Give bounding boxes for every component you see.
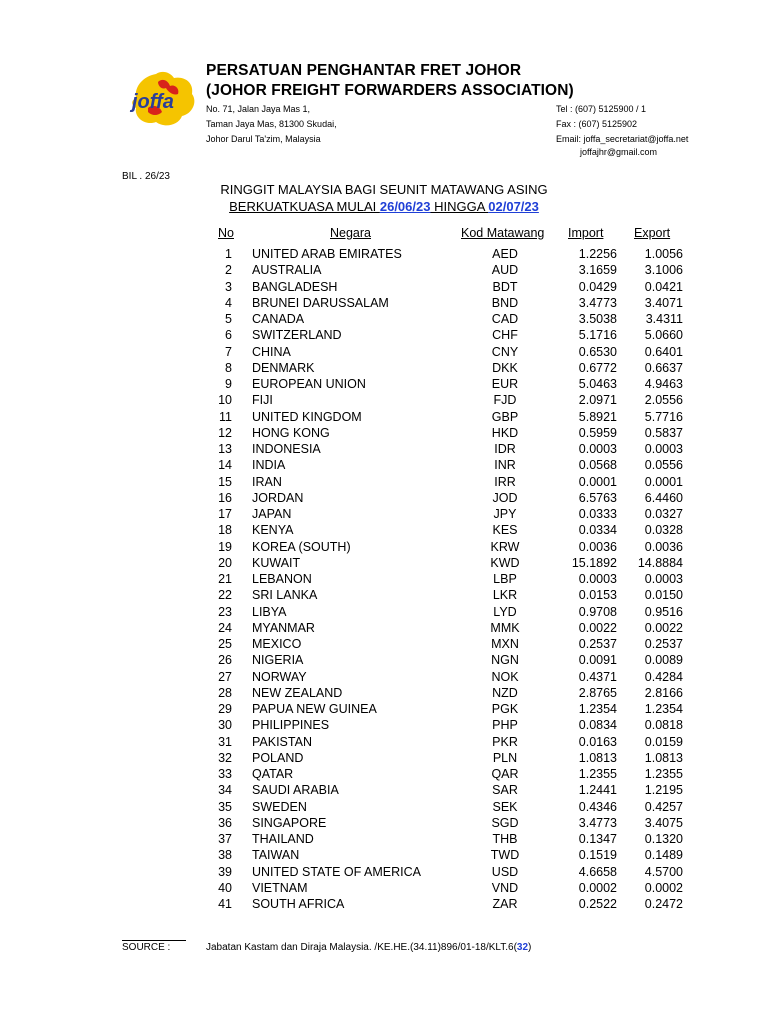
row-number: 7 bbox=[225, 344, 232, 359]
import-rate: 2.0971 bbox=[578, 393, 617, 408]
table-row bbox=[0, 263, 768, 279]
row-number: 19 bbox=[218, 539, 232, 554]
country-name: LIBYA bbox=[252, 604, 287, 619]
currency-code: USD bbox=[491, 864, 519, 879]
table-row bbox=[0, 718, 768, 734]
table-row bbox=[0, 393, 768, 409]
table-row bbox=[0, 686, 768, 702]
export-rate: 0.0002 bbox=[644, 880, 683, 895]
table-row bbox=[0, 556, 768, 572]
email-address-2: joffajhr@gmail.com bbox=[580, 147, 657, 157]
export-rate: 4.9463 bbox=[644, 377, 683, 391]
currency-code: KWD bbox=[490, 555, 520, 570]
table-row bbox=[0, 605, 768, 621]
import-rate: 0.1519 bbox=[578, 848, 617, 863]
country-name: UNITED ARAB EMIRATES bbox=[252, 247, 402, 261]
table-row bbox=[0, 865, 768, 881]
country-name: CANADA bbox=[252, 312, 305, 326]
currency-code: LBP bbox=[493, 572, 517, 586]
table-row bbox=[0, 653, 768, 669]
import-rate: 2.8765 bbox=[578, 685, 617, 700]
row-number: 25 bbox=[218, 637, 232, 651]
currency-code: FJD bbox=[493, 393, 517, 408]
currency-code: AUD bbox=[491, 263, 519, 278]
country-name: EUROPEAN UNION bbox=[252, 377, 366, 391]
row-number: 41 bbox=[218, 897, 232, 911]
currency-code: THB bbox=[492, 832, 518, 846]
row-number: 17 bbox=[218, 507, 232, 521]
country-name: KENYA bbox=[252, 523, 294, 538]
date-to: 02/07/23 bbox=[488, 199, 539, 214]
currency-code: PLN bbox=[492, 750, 518, 765]
table-row bbox=[0, 897, 768, 913]
row-number: 35 bbox=[218, 799, 232, 814]
table-row bbox=[0, 767, 768, 783]
row-number: 1 bbox=[225, 247, 232, 261]
currency-code: NZD bbox=[492, 685, 518, 700]
table-row bbox=[0, 507, 768, 523]
column-header-import: Import bbox=[568, 226, 604, 240]
country-name: POLAND bbox=[252, 750, 304, 765]
phone-number: Tel : (607) 5125900 / 1 bbox=[556, 104, 647, 114]
row-number: 16 bbox=[218, 490, 232, 505]
row-number: 26 bbox=[218, 653, 232, 668]
table-row bbox=[0, 783, 768, 799]
currency-code: VND bbox=[491, 880, 519, 895]
svg-text:joffa: joffa bbox=[132, 91, 174, 113]
currency-code: EUR bbox=[491, 377, 519, 391]
export-rate: 0.0421 bbox=[644, 279, 683, 294]
import-rate: 6.5763 bbox=[578, 490, 617, 505]
currency-code: SEK bbox=[492, 799, 518, 814]
table-row bbox=[0, 637, 768, 653]
export-rate: 0.9516 bbox=[644, 604, 683, 619]
address-line-1: No. 71, Jalan Jaya Mas 1, bbox=[206, 104, 311, 114]
export-rate: 0.5837 bbox=[644, 425, 683, 440]
effective-mid: HINGGA bbox=[430, 199, 489, 214]
export-rate: 1.2195 bbox=[644, 783, 683, 798]
currency-code: MXN bbox=[491, 637, 519, 651]
table-row bbox=[0, 247, 768, 263]
row-number: 20 bbox=[218, 555, 232, 570]
import-rate: 0.4346 bbox=[578, 799, 617, 814]
currency-code: IDR bbox=[494, 442, 516, 456]
country-name: SWITZERLAND bbox=[252, 328, 342, 343]
table-row bbox=[0, 426, 768, 442]
export-rate: 0.4257 bbox=[644, 799, 683, 814]
country-name: QATAR bbox=[252, 767, 294, 781]
currency-code: LYD bbox=[493, 604, 517, 619]
effective-prefix: BERKUATKUASA MULAI bbox=[229, 199, 380, 214]
country-name: INDIA bbox=[252, 458, 286, 473]
country-name: JAPAN bbox=[252, 507, 292, 521]
export-rate: 0.0089 bbox=[644, 653, 683, 668]
table-row bbox=[0, 280, 768, 296]
import-rate: 15.1892 bbox=[571, 555, 617, 570]
export-rate: 0.0556 bbox=[644, 458, 683, 473]
import-rate: 0.2522 bbox=[578, 897, 617, 911]
row-number: 36 bbox=[218, 815, 232, 830]
country-name: INDONESIA bbox=[252, 442, 321, 456]
currency-code: AED bbox=[492, 247, 518, 261]
table-row bbox=[0, 458, 768, 474]
row-number: 23 bbox=[218, 604, 232, 619]
import-rate: 0.0163 bbox=[578, 734, 617, 749]
address-line-3: Johor Darul Ta'zim, Malaysia bbox=[206, 134, 321, 144]
table-row bbox=[0, 670, 768, 686]
table-row bbox=[0, 800, 768, 816]
row-number: 33 bbox=[218, 767, 232, 781]
export-rate: 5.7716 bbox=[644, 409, 683, 424]
export-rate: 0.0003 bbox=[644, 572, 683, 586]
document-title: RINGGIT MALAYSIA BAGI SEUNIT MATAWANG ASING bbox=[220, 182, 548, 197]
export-rate: 0.6401 bbox=[644, 344, 683, 359]
table-row bbox=[0, 572, 768, 588]
country-name: TAIWAN bbox=[252, 848, 300, 863]
export-rate: 0.0159 bbox=[644, 734, 683, 749]
export-rate: 3.4075 bbox=[644, 815, 683, 830]
country-name: IRAN bbox=[252, 474, 282, 489]
row-number: 31 bbox=[218, 734, 232, 749]
export-rate: 0.0327 bbox=[644, 507, 683, 521]
import-rate: 1.0813 bbox=[578, 750, 617, 765]
export-rate: 0.0036 bbox=[644, 539, 683, 554]
import-rate: 0.4371 bbox=[578, 669, 617, 684]
export-rate: 5.0660 bbox=[644, 328, 683, 343]
currency-code: JPY bbox=[493, 507, 517, 521]
currency-code: IRR bbox=[494, 474, 516, 489]
row-number: 13 bbox=[218, 442, 232, 456]
currency-code: LKR bbox=[492, 588, 518, 603]
country-name: MYANMAR bbox=[252, 620, 315, 635]
currency-code: GBP bbox=[491, 409, 519, 424]
country-name: KOREA (SOUTH) bbox=[252, 539, 351, 554]
country-name: PHILIPPINES bbox=[252, 718, 330, 733]
import-rate: 0.0334 bbox=[578, 523, 617, 538]
currency-code: BDT bbox=[492, 279, 518, 294]
table-row bbox=[0, 702, 768, 718]
export-rate: 0.1489 bbox=[644, 848, 683, 863]
currency-code: CHF bbox=[492, 328, 518, 343]
import-rate: 3.4773 bbox=[578, 815, 617, 830]
import-rate: 0.2537 bbox=[578, 637, 617, 651]
country-name: SOUTH AFRICA bbox=[252, 897, 345, 911]
table-row bbox=[0, 491, 768, 507]
table-row bbox=[0, 881, 768, 897]
table-row bbox=[0, 588, 768, 604]
table-row bbox=[0, 361, 768, 377]
row-number: 2 bbox=[225, 263, 232, 278]
effective-period bbox=[0, 199, 768, 214]
export-rate: 0.6637 bbox=[644, 360, 683, 375]
address-line-2: Taman Jaya Mas, 81300 Skudai, bbox=[206, 119, 337, 129]
export-rate: 1.2355 bbox=[644, 767, 683, 781]
source-number: 32 bbox=[516, 942, 529, 953]
table-row bbox=[0, 848, 768, 864]
country-name: PAPUA NEW GUINEA bbox=[252, 702, 377, 716]
row-number: 18 bbox=[218, 523, 232, 538]
org-name-english: (JOHOR FREIGHT FORWARDERS ASSOCIATION) bbox=[206, 82, 574, 99]
currency-code: PHP bbox=[492, 718, 518, 733]
currency-code: PKR bbox=[492, 734, 518, 749]
country-name: SWEDEN bbox=[252, 799, 307, 814]
column-header-no: No bbox=[218, 226, 234, 240]
import-rate: 0.0002 bbox=[578, 880, 617, 895]
country-name: AUSTRALIA bbox=[252, 263, 322, 278]
country-name: PAKISTAN bbox=[252, 734, 312, 749]
row-number: 40 bbox=[218, 880, 232, 895]
export-rate: 0.0328 bbox=[644, 523, 683, 538]
row-number: 11 bbox=[219, 409, 232, 424]
column-header-negara: Negara bbox=[330, 226, 371, 240]
export-rate: 14.8884 bbox=[637, 555, 683, 570]
currency-code: NOK bbox=[491, 669, 519, 684]
country-name: KUWAIT bbox=[252, 555, 301, 570]
source-body: Jabatan Kastam dan Diraja Malaysia. /KE.HE.(34.11)896/01-18/KLT.6( bbox=[206, 942, 517, 953]
table-row bbox=[0, 832, 768, 848]
country-name: NIGERIA bbox=[252, 653, 304, 668]
import-rate: 0.6530 bbox=[578, 344, 617, 359]
import-rate: 1.2355 bbox=[578, 767, 617, 781]
import-rate: 0.0022 bbox=[578, 620, 617, 635]
export-rate: 0.0150 bbox=[644, 588, 683, 603]
export-rate: 3.4071 bbox=[644, 295, 683, 310]
currency-code: TWD bbox=[490, 848, 520, 863]
row-number: 38 bbox=[218, 848, 232, 863]
row-number: 32 bbox=[218, 750, 232, 765]
import-rate: 1.2441 bbox=[578, 783, 617, 798]
country-name: FIJI bbox=[252, 393, 273, 408]
table-row bbox=[0, 523, 768, 539]
currency-code: JOD bbox=[492, 490, 518, 505]
import-rate: 0.0091 bbox=[578, 653, 617, 668]
export-rate: 0.4284 bbox=[644, 669, 683, 684]
table-row bbox=[0, 540, 768, 556]
country-name: BANGLADESH bbox=[252, 279, 338, 294]
export-rate: 0.0818 bbox=[644, 718, 683, 733]
country-name: DENMARK bbox=[252, 360, 315, 375]
import-rate: 0.0036 bbox=[578, 539, 617, 554]
row-number: 27 bbox=[218, 669, 232, 684]
row-number: 37 bbox=[218, 832, 232, 846]
row-number: 12 bbox=[218, 425, 232, 440]
country-name: HONG KONG bbox=[252, 425, 330, 440]
export-rate: 0.1320 bbox=[644, 832, 683, 846]
import-rate: 0.6772 bbox=[578, 360, 617, 375]
row-number: 15 bbox=[218, 474, 232, 489]
table-row bbox=[0, 410, 768, 426]
import-rate: 0.0153 bbox=[578, 588, 617, 603]
table-row bbox=[0, 442, 768, 458]
import-rate: 3.5038 bbox=[578, 312, 617, 326]
source-label: SOURCE : bbox=[122, 942, 171, 953]
row-number: 6 bbox=[225, 328, 232, 343]
currency-code: HKD bbox=[491, 425, 519, 440]
country-name: BRUNEI DARUSSALAM bbox=[252, 295, 389, 310]
row-number: 3 bbox=[225, 279, 232, 294]
column-header-export: Export bbox=[634, 226, 671, 240]
country-name: UNITED STATE OF AMERICA bbox=[252, 864, 421, 879]
table-row bbox=[0, 751, 768, 767]
reference-number: BIL . 26/23 bbox=[122, 171, 170, 182]
row-number: 39 bbox=[218, 864, 232, 879]
country-name: SRI LANKA bbox=[252, 588, 318, 603]
row-number: 24 bbox=[218, 620, 232, 635]
currency-code: NGN bbox=[491, 653, 519, 668]
currency-code: BND bbox=[491, 295, 519, 310]
currency-code: QAR bbox=[491, 767, 519, 781]
export-rate: 0.0003 bbox=[644, 442, 683, 456]
row-number: 21 bbox=[218, 572, 232, 586]
export-rate: 3.4311 bbox=[645, 312, 683, 326]
footer-rule bbox=[122, 940, 186, 941]
country-name: SINGAPORE bbox=[252, 815, 327, 830]
row-number: 8 bbox=[225, 360, 232, 375]
row-number: 29 bbox=[218, 702, 232, 716]
export-rate: 0.0001 bbox=[644, 474, 683, 489]
table-row bbox=[0, 377, 768, 393]
import-rate: 0.0429 bbox=[578, 279, 617, 294]
import-rate: 0.1347 bbox=[578, 832, 617, 846]
row-number: 34 bbox=[218, 783, 232, 798]
row-number: 30 bbox=[218, 718, 232, 733]
country-name: LEBANON bbox=[252, 572, 312, 586]
table-row bbox=[0, 735, 768, 751]
row-number: 5 bbox=[225, 312, 232, 326]
import-rate: 5.8921 bbox=[578, 409, 617, 424]
table-row bbox=[0, 816, 768, 832]
import-rate: 5.1716 bbox=[578, 328, 617, 343]
email-address: Email: joffa_secretariat@joffa.net bbox=[556, 134, 689, 144]
export-rate: 0.0022 bbox=[644, 620, 683, 635]
joffa-logo bbox=[128, 68, 200, 130]
country-name: VIETNAM bbox=[252, 880, 308, 895]
table-row bbox=[0, 475, 768, 491]
org-name-malay: PERSATUAN PENGHANTAR FRET JOHOR bbox=[206, 62, 522, 79]
country-name: CHINA bbox=[252, 344, 291, 359]
row-number: 28 bbox=[218, 685, 232, 700]
country-name: UNITED KINGDOM bbox=[252, 409, 362, 424]
currency-code: INR bbox=[494, 458, 516, 473]
import-rate: 1.2256 bbox=[578, 247, 617, 261]
column-header-kod: Kod Matawang bbox=[461, 226, 545, 240]
currency-code: KES bbox=[492, 523, 518, 538]
source-close: ) bbox=[528, 942, 532, 953]
export-rate: 2.8166 bbox=[644, 685, 683, 700]
fax-number: Fax : (607) 5125902 bbox=[556, 119, 638, 129]
table-row bbox=[0, 621, 768, 637]
country-name: NORWAY bbox=[252, 669, 307, 684]
import-rate: 0.0568 bbox=[578, 458, 617, 473]
currency-code: KRW bbox=[490, 539, 520, 554]
export-rate: 1.0056 bbox=[644, 247, 683, 261]
country-name: THAILAND bbox=[252, 832, 314, 846]
date-from: 26/06/23 bbox=[379, 199, 431, 214]
currency-code: CAD bbox=[491, 312, 519, 326]
import-rate: 1.2354 bbox=[578, 702, 617, 716]
import-rate: 0.0333 bbox=[578, 507, 617, 521]
export-rate: 0.2472 bbox=[644, 897, 683, 911]
row-number: 14 bbox=[218, 458, 232, 473]
table-row bbox=[0, 328, 768, 344]
export-rate: 6.4460 bbox=[644, 490, 683, 505]
import-rate: 3.4773 bbox=[578, 295, 617, 310]
currency-code: PGK bbox=[491, 702, 519, 716]
export-rate: 1.2354 bbox=[644, 702, 683, 716]
table-row bbox=[0, 345, 768, 361]
currency-code: CNY bbox=[491, 344, 519, 359]
import-rate: 0.0003 bbox=[578, 442, 617, 456]
row-number: 4 bbox=[225, 295, 232, 310]
import-rate: 0.9708 bbox=[578, 604, 617, 619]
country-name: JORDAN bbox=[252, 490, 304, 505]
import-rate: 0.0003 bbox=[578, 572, 617, 586]
country-name: SAUDI ARABIA bbox=[252, 783, 339, 798]
row-number: 10 bbox=[218, 393, 232, 408]
row-number: 9 bbox=[225, 377, 232, 391]
currency-code: ZAR bbox=[492, 897, 518, 911]
row-number: 22 bbox=[218, 588, 232, 603]
import-rate: 5.0463 bbox=[578, 377, 617, 391]
import-rate: 0.0834 bbox=[578, 718, 617, 733]
export-rate: 0.2537 bbox=[644, 637, 683, 651]
export-rate: 4.5700 bbox=[644, 864, 683, 879]
table-row bbox=[0, 312, 768, 328]
country-name: NEW ZEALAND bbox=[252, 685, 343, 700]
source-text bbox=[206, 942, 531, 953]
currency-code: SGD bbox=[491, 815, 519, 830]
import-rate: 4.6658 bbox=[578, 864, 617, 879]
import-rate: 0.0001 bbox=[578, 474, 617, 489]
import-rate: 3.1659 bbox=[578, 263, 617, 278]
currency-code: DKK bbox=[492, 360, 518, 375]
table-row bbox=[0, 296, 768, 312]
export-rate: 2.0556 bbox=[644, 393, 683, 408]
export-rate: 1.0813 bbox=[644, 750, 683, 765]
currency-code: MMK bbox=[490, 620, 520, 635]
export-rate: 3.1006 bbox=[644, 263, 683, 278]
import-rate: 0.5959 bbox=[578, 425, 617, 440]
currency-code: SAR bbox=[492, 783, 518, 798]
country-name: MEXICO bbox=[252, 637, 302, 651]
